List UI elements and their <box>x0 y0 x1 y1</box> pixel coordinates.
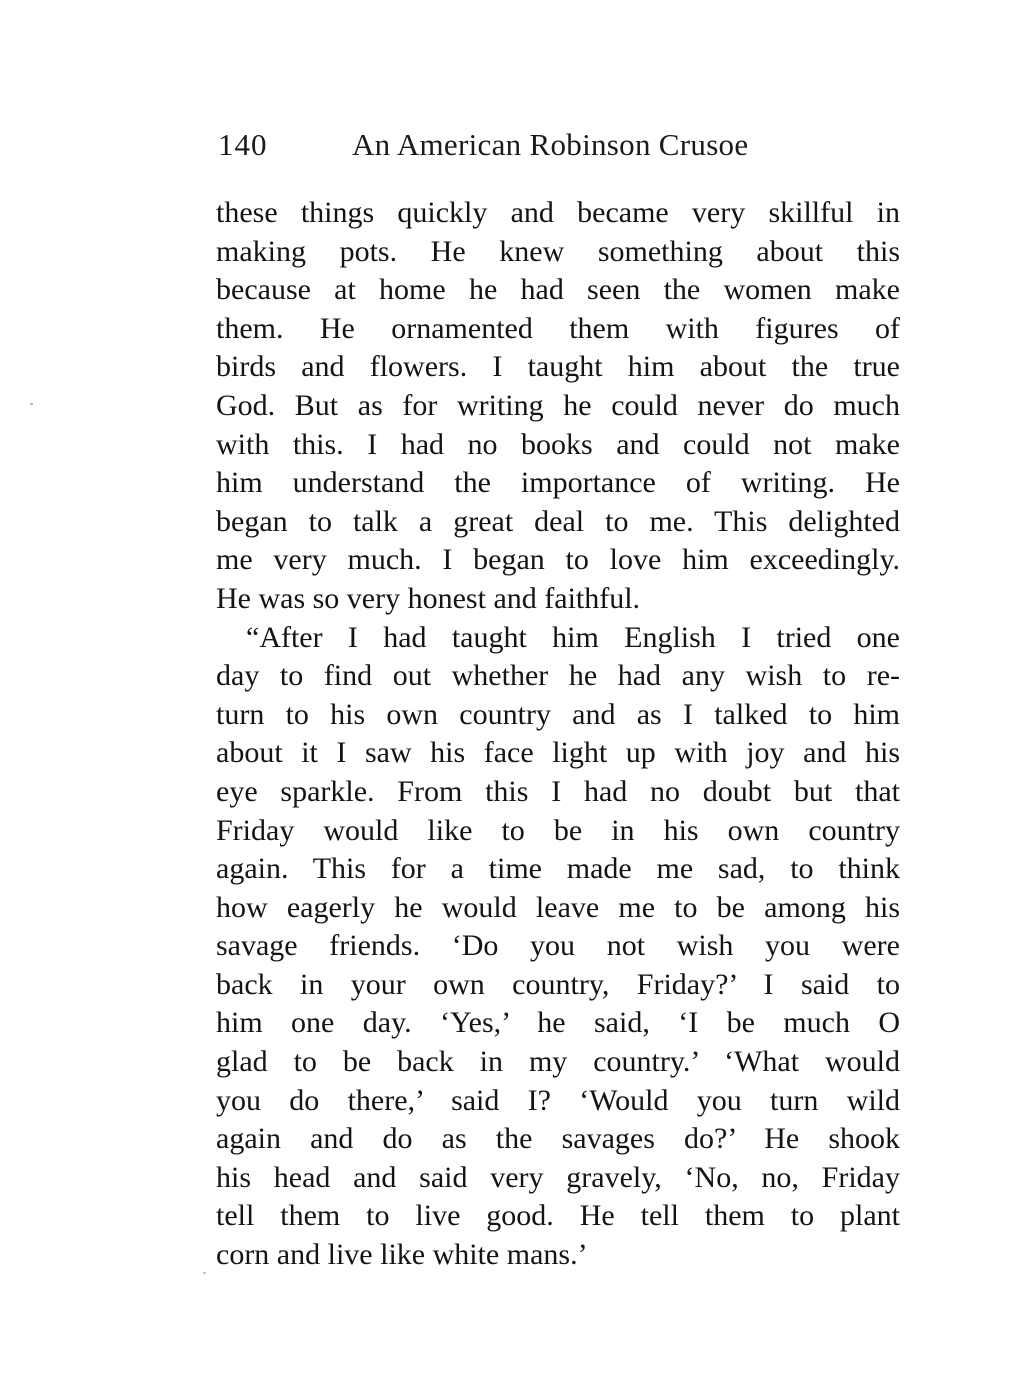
text-line: savage friends. ‘Do you not wish you were <box>216 929 900 963</box>
text-line: him one day. ‘Yes,’ he said, ‘I be much O <box>216 1006 900 1040</box>
text-line: again. This for a time made me sad, to think <box>216 852 900 886</box>
paragraph-start-line: “After I had taught him English I tried one <box>246 620 900 654</box>
scan-speck <box>203 1272 206 1274</box>
text-line: how eagerly he would leave me to be among his <box>216 890 900 924</box>
text-line: with this. I had no books and could not make <box>216 427 900 461</box>
text-line: because at home he had seen the women make <box>216 273 900 307</box>
running-head <box>218 120 908 170</box>
running-title: An American Robinson Crusoe <box>352 127 749 162</box>
text-line: back in your own country, Friday?’ I said to <box>216 967 900 1001</box>
text-line: him understand the importance of writing. He <box>216 466 900 500</box>
text-line: them. He ornamented them with figures of <box>216 311 900 345</box>
text-line: God. But as for writing he could never do much <box>216 388 900 422</box>
text-line: birds and flowers. I taught him about the true <box>216 350 900 384</box>
scan-speck <box>30 403 33 405</box>
text-line: these things quickly and became very skillful in <box>216 196 900 229</box>
text-line: turn to his own country and as I talked to him <box>216 697 900 731</box>
text-line: you do there,’ said I? ‘Would you turn wild <box>216 1083 900 1117</box>
text-line: tell them to live good. He tell them to plant <box>216 1199 900 1233</box>
paragraph-end-line: He was so very honest and faithful. <box>216 581 641 615</box>
text-line: his head and said very gravely, ‘No, no, Friday <box>216 1160 900 1194</box>
body-text <box>216 194 900 1275</box>
text-line: me very much. I began to love him exceedingly. <box>216 543 900 577</box>
text-line: began to talk a great deal to me. This delighted <box>216 504 900 538</box>
paragraph-end-line: corn and live like white mans.’ <box>216 1238 588 1272</box>
page-number: 140 <box>218 127 268 162</box>
text-line: glad to be back in my country.’ ‘What would <box>216 1045 900 1079</box>
text-line: about it I saw his face light up with joy and his <box>216 736 900 770</box>
text-line: making pots. He knew something about this <box>216 234 900 268</box>
text-line: Friday would like to be in his own country <box>216 813 900 847</box>
text-line: eye sparkle. From this I had no doubt but that <box>216 774 900 808</box>
text-line: day to find out whether he had any wish to re- <box>216 659 900 693</box>
text-line: again and do as the savages do?’ He shook <box>216 1122 900 1156</box>
